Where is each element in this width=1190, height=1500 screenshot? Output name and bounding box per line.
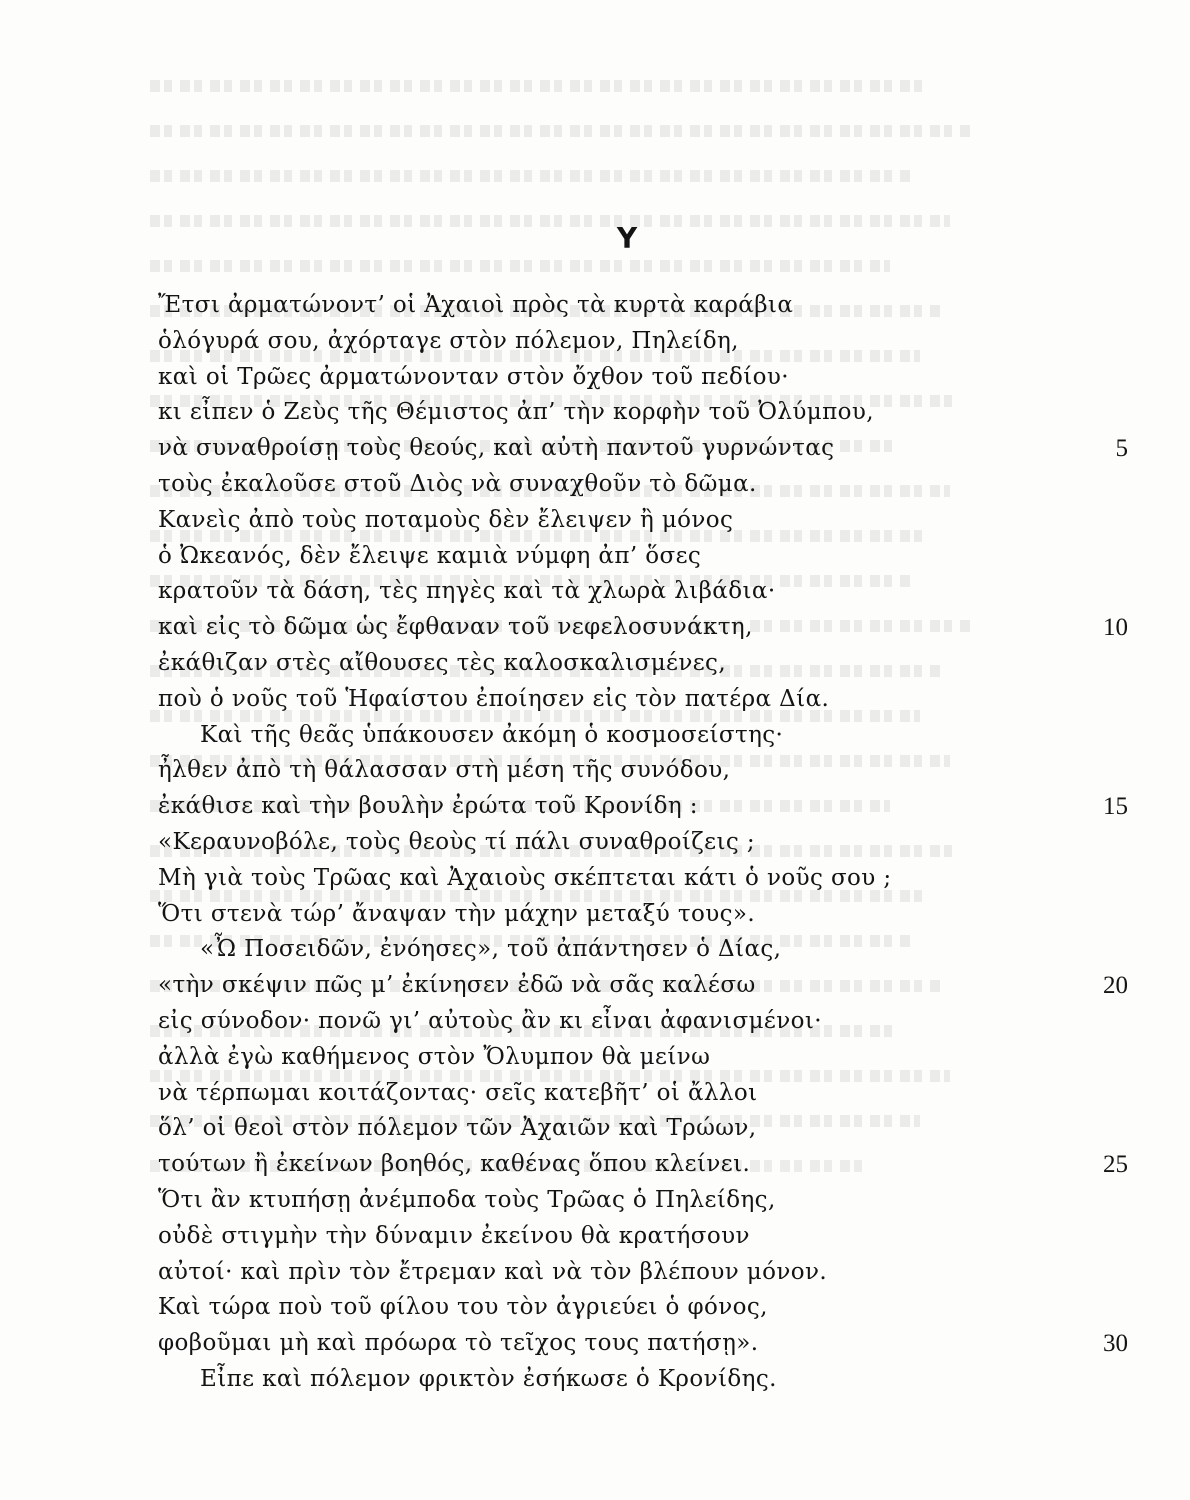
poem-line-text: ὁ Ὠκεανός, δὲν ἔλειψε καμιὰ νύμφη ἀπ’ ὅσες xyxy=(158,542,702,569)
poem-line-text: αὐτοί· καὶ πρὶν τὸν ἔτρεμαν καὶ νὰ τὸν βλέπουν μόνον. xyxy=(158,1258,828,1285)
bleed-line xyxy=(150,125,970,137)
bleed-line xyxy=(150,170,910,182)
poem-line-text: ἐκάθιζαν στὲς αἴθουσες τὲς καλοσκαλισμένες, xyxy=(158,649,727,676)
poem-line xyxy=(0,395,1190,431)
poem-line-text: ποὺ ὁ νοῦς τοῦ Ἡφαίστου ἐποίησεν εἰς τὸν πατέρα Δία. xyxy=(158,685,830,712)
poem-line-text: «τὴν σκέψιν πῶς μ’ ἐκίνησεν ἐδῶ νὰ σᾶς καλέσω xyxy=(158,972,756,999)
poem-line-text: ὅλ’ οἱ θεοὶ στὸν πόλεμον τῶν Ἀχαιῶν καὶ Τρώων, xyxy=(158,1115,757,1142)
poem-line xyxy=(0,1326,1190,1362)
poem-line xyxy=(0,288,1190,324)
poem-line-text: Κανεὶς ἀπὸ τοὺς ποταμοὺς δὲν ἔλειψεν ἢ μόνος xyxy=(158,506,734,533)
poem-line xyxy=(0,861,1190,897)
poem-line xyxy=(0,825,1190,861)
poem-line xyxy=(0,1040,1190,1076)
poem-line xyxy=(0,968,1190,1004)
poem-line xyxy=(0,789,1190,825)
poem-line-text: ἐκάθισε καὶ τὴν βουλὴν ἐρώτα τοῦ Κρονίδη : xyxy=(158,793,698,820)
poem-line xyxy=(0,646,1190,682)
chapter-heading: Υ xyxy=(616,222,638,255)
poem-line-text: εἰς σύνοδον· πονῶ γι’ αὐτοὺς ἂν κι εἶναι ἀφανισμένοι· xyxy=(158,1007,822,1034)
line-number: 5 xyxy=(1115,435,1128,463)
line-number: 30 xyxy=(1103,1330,1128,1358)
line-number: 25 xyxy=(1103,1151,1128,1179)
poem-line xyxy=(0,1255,1190,1291)
poem-line-text: «Κεραυνοβόλε, τοὺς θεοὺς τί πάλι συναθροίζεις ; xyxy=(158,828,756,855)
poem-line xyxy=(0,753,1190,789)
poem-line-text: καὶ οἱ Τρῶες ἀρματώνονταν στὸν ὄχθον τοῦ πεδίου· xyxy=(158,363,789,390)
poem-line xyxy=(0,360,1190,396)
poem-line-text: Εἶπε καὶ πόλεμον φρικτὸν ἐσήκωσε ὁ Κρονίδης. xyxy=(200,1365,777,1392)
poem-line xyxy=(0,1076,1190,1112)
poem-line-text: ἀλλὰ ἐγὼ καθήμενος στὸν Ὄλυμπον θὰ μείνω xyxy=(158,1043,711,1070)
poem-line-text: νὰ συναθροίσῃ τοὺς θεούς, καὶ αὐτὴ παντοῦ γυρνώντας xyxy=(158,435,835,462)
poem-line-text: οὐδὲ στιγμὴν τὴν δύναμιν ἐκείνου θὰ κρατήσουν xyxy=(158,1222,750,1249)
poem-line xyxy=(0,1111,1190,1147)
poem-line xyxy=(0,467,1190,503)
poem-line-text: τούτων ἢ ἐκείνων βοηθός, καθένας ὅπου κλείνει. xyxy=(158,1151,751,1178)
poem-line-text: Μὴ γιὰ τοὺς Τρῶας καὶ Ἀχαιοὺς σκέπτεται κάτι ὁ νοῦς σου ; xyxy=(158,864,892,891)
bleed-line xyxy=(150,215,950,227)
poem-line-text: κι εἶπεν ὁ Ζεὺς τῆς Θέμιστος ἀπ’ τὴν κορφὴν τοῦ Ὀλύμπου, xyxy=(158,399,874,426)
poem-line-text: Ὅτι στενὰ τώρ’ ἄναψαν τὴν μάχην μεταξύ τους». xyxy=(158,900,756,927)
poem-line-text: Καὶ τώρα ποὺ τοῦ φίλου του τὸν ἀγριεύει ὁ φόνος, xyxy=(158,1294,768,1321)
poem-line xyxy=(0,1147,1190,1183)
poem-line xyxy=(0,1290,1190,1326)
poem-line-text: Καὶ τῆς θεᾶς ὑπάκουσεν ἀκόμη ὁ κοσμοσείστης· xyxy=(200,721,784,748)
bleed-line xyxy=(150,260,890,272)
poem-line-text: ἦλθεν ἀπὸ τὴ θάλασσαν στὴ μέση τῆς συνόδου, xyxy=(158,757,731,784)
poem-line xyxy=(0,574,1190,610)
poem-line-text: τοὺς ἐκαλοῦσε στοῦ Διὸς νὰ συναχθοῦν τὸ δῶμα. xyxy=(158,470,757,497)
poem-line-text: Ὅτι ἂν κτυπήσῃ ἀνέμποδα τοὺς Τρῶας ὁ Πηλείδης, xyxy=(158,1186,776,1213)
poem-line xyxy=(0,718,1190,754)
poem-line xyxy=(0,1004,1190,1040)
poem-line xyxy=(0,897,1190,933)
poem-line xyxy=(0,431,1190,467)
line-number: 10 xyxy=(1103,614,1128,642)
poem-line xyxy=(0,324,1190,360)
poem-line xyxy=(0,1219,1190,1255)
bleed-line xyxy=(150,80,930,92)
poem-line-text: φοβοῦμαι μὴ καὶ πρόωρα τὸ τεῖχος τους πατήσῃ». xyxy=(158,1330,759,1357)
line-number: 20 xyxy=(1103,972,1128,1000)
line-number: 15 xyxy=(1103,793,1128,821)
poem-line-text: καὶ εἰς τὸ δῶμα ὡς ἔφθαναν τοῦ νεφελοσυνάκτη, xyxy=(158,614,753,641)
poem-line-text: «Ὦ Ποσειδῶν, ἐνόησες», τοῦ ἀπάντησεν ὁ Δίας, xyxy=(200,936,782,963)
poem-line-text: ὁλόγυρά σου, ἀχόρταγε στὸν πόλεμον, Πηλείδη, xyxy=(158,327,739,354)
poem-line xyxy=(0,1183,1190,1219)
poem-line xyxy=(0,1362,1190,1398)
poem-line xyxy=(0,610,1190,646)
poem-line xyxy=(0,932,1190,968)
poem-body xyxy=(0,288,1190,1398)
poem-line-text: νὰ τέρπωμαι κοιτάζοντας· σεῖς κατεβῆτ’ οἱ ἄλλοι xyxy=(158,1079,758,1106)
poem-line-text: Ἔτσι ἀρματώνοντ’ οἱ Ἀχαιοὶ πρὸς τὰ κυρτὰ καράβια xyxy=(158,292,794,318)
poem-line xyxy=(0,539,1190,575)
poem-line-text: κρατοῦν τὰ δάση, τὲς πηγὲς καὶ τὰ χλωρὰ λιβάδια· xyxy=(158,578,776,605)
poem-line xyxy=(0,682,1190,718)
poem-line xyxy=(0,503,1190,539)
